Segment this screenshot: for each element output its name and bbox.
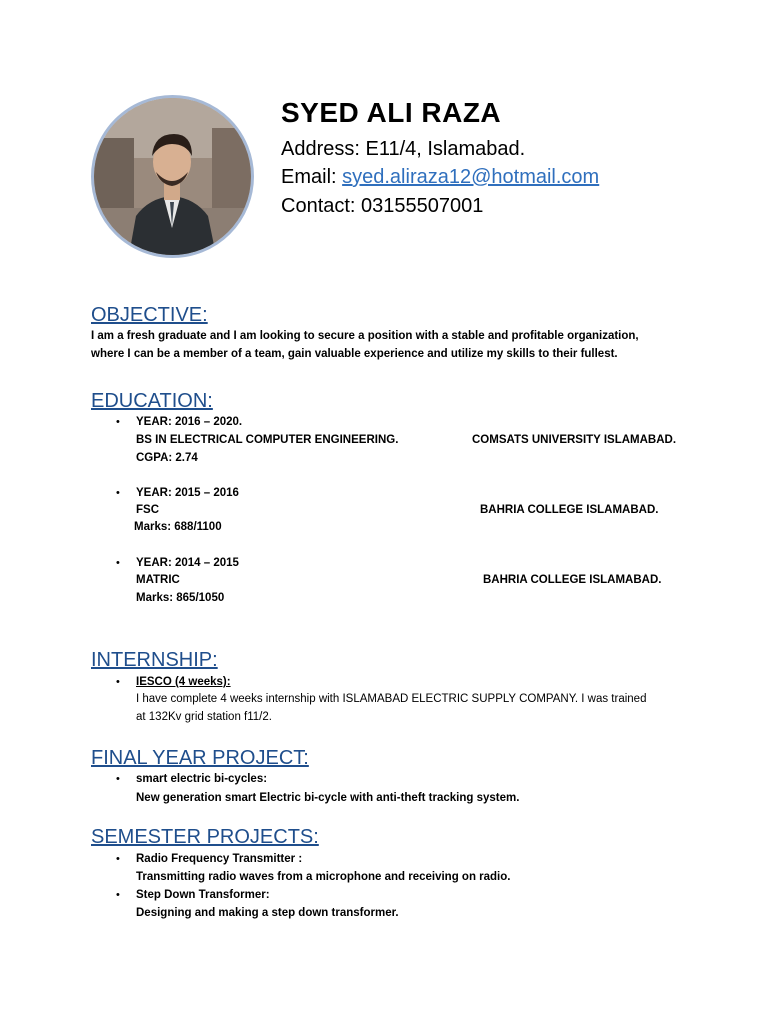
email-link[interactable]: syed.aliraza12@hotmail.com [342,166,600,188]
education-institution: BAHRIA COLLEGE ISLAMABAD. [483,574,662,586]
education-institution: COMSATS UNIVERSITY ISLAMABAD. [472,434,677,446]
education-institution: BAHRIA COLLEGE ISLAMABAD. [480,504,659,516]
contact-label: Contact: [281,195,362,217]
fyp-heading: FINAL YEAR PROJECT: [91,747,309,769]
objective-line-2: where I can be a member of a team, gain valuable experience and utilize my skills to their fullest. [91,348,618,360]
bullet: • [116,487,120,499]
bullet: • [116,773,120,785]
education-degree: BS IN ELECTRICAL COMPUTER ENGINEERING. [136,434,399,446]
internship-line-2: at 132Kv grid station f11/2. [136,711,272,723]
education-degree: FSC [136,504,159,516]
profile-photo-image [94,98,251,255]
bullet: • [116,853,120,865]
address-value: E11/4, Islamabad. [365,138,526,160]
semester-heading: SEMESTER PROJECTS: [91,826,319,848]
contact-value: 03155507001 [361,195,484,217]
internship-title: IESCO (4 weeks): [136,676,231,688]
fyp-title: smart electric bi-cycles: [136,773,268,785]
profile-photo [91,95,254,258]
semester-project-description: Transmitting radio waves from a microphone and receiving on radio. [136,871,511,883]
education-degree: MATRIC [136,574,180,586]
education-year: YEAR: 2016 – 2020. [136,416,243,428]
education-year: YEAR: 2014 – 2015 [136,557,239,569]
bullet: • [116,416,120,428]
semester-project-description: Designing and making a step down transformer. [136,907,399,919]
bullet: • [116,557,120,569]
email-line [281,166,599,189]
education-score: CGPA: 2.74 [136,452,198,464]
bullet: • [116,676,120,688]
address-label: Address: [281,138,366,160]
objective-line-1: I am a fresh graduate and I am looking to secure a position with a stable and profitable organization, [91,330,639,342]
fyp-description: New generation smart Electric bi-cycle with anti-theft tracking system. [136,792,520,804]
candidate-name: SYED ALI RAZA [281,97,502,128]
education-heading: EDUCATION: [91,390,213,412]
semester-project-title: Step Down Transformer: [136,889,270,901]
education-score: Marks: 688/1100 [134,521,222,533]
email-label: Email: [281,166,343,188]
address-line [281,138,525,161]
internship-heading: INTERNSHIP: [91,649,218,671]
bullet: • [116,889,120,901]
education-year: YEAR: 2015 – 2016 [136,487,239,499]
semester-project-title: Radio Frequency Transmitter : [136,853,303,865]
objective-heading: OBJECTIVE: [91,304,208,326]
education-score: Marks: 865/1050 [136,592,225,604]
contact-line [281,195,483,218]
internship-line-1: I have complete 4 weeks internship with ISLAMABAD ELECTRIC SUPPLY COMPANY. I was trained [136,693,647,705]
